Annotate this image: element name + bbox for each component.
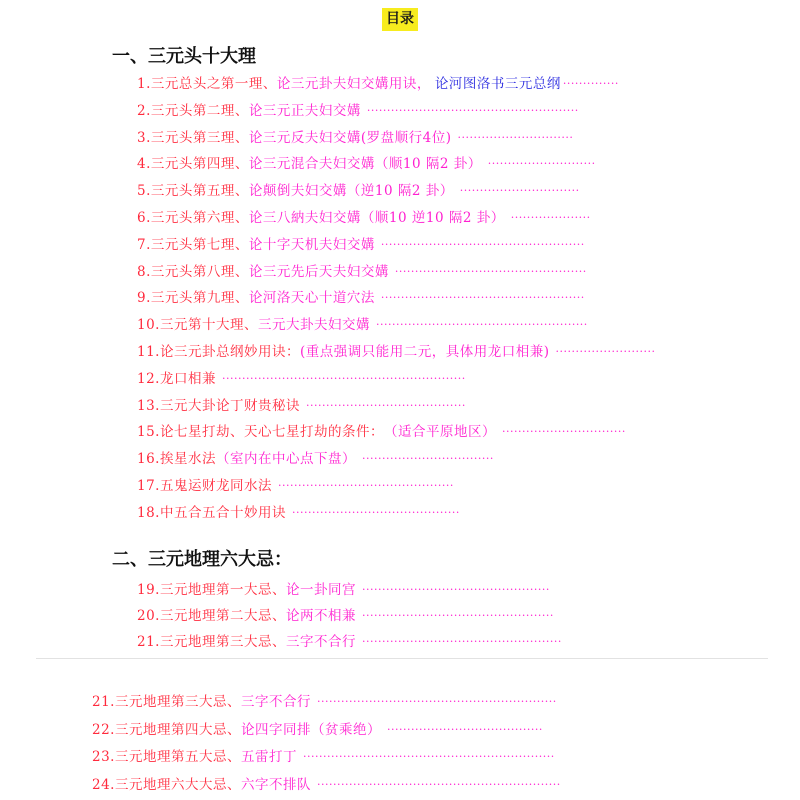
toc-entry-dots: ·················································· — [361, 635, 562, 648]
section-heading-2: 二、三元地理六大忌： — [112, 549, 292, 570]
toc-entry-num: 17. — [137, 478, 160, 494]
toc-entry-body: 论三八納夫妇交媾（顺10 逆10 隔2 卦） — [248, 210, 505, 226]
toc-entry-head: 五鬼运财龙同水法 — [159, 478, 272, 494]
toc-entry-num: 10. — [137, 317, 160, 334]
toc-entry-num: 9. — [137, 290, 151, 307]
toc-entry-dots: ······································· — [386, 722, 543, 736]
toc-entry-body: （适合平原地区） — [383, 424, 496, 441]
toc-entry[interactable] — [137, 154, 596, 174]
toc-entry-dots: ··························· — [487, 157, 596, 171]
toc-entry-num: 21. — [92, 694, 115, 710]
toc-entry-head: 三元头第六理、 — [150, 210, 249, 226]
toc-entry-num: 20. — [137, 608, 160, 624]
toc-entry-dots: ············································ — [277, 479, 454, 492]
toc-entry-dots: ···················· — [510, 211, 591, 224]
toc-entry[interactable] — [137, 476, 454, 496]
toc-entry-head: 论三元卦总纲妙用诀： — [159, 344, 300, 360]
toc-entry-body: 论十字天机夫妇交媾 — [248, 236, 375, 253]
toc-entry-dots: ··················································· — [380, 237, 585, 251]
toc-entry-head: 论七星打劫、天心七星打劫的条件： — [159, 424, 384, 441]
toc-entry-head: 三元地理第五大忌、 — [114, 749, 241, 765]
toc-entry-body: 论颠倒夫妇交媾（逆10 隔2 卦） — [248, 183, 454, 200]
toc-entry[interactable] — [137, 369, 466, 389]
toc-entry[interactable] — [137, 262, 587, 282]
toc-entry-head: 三元第十大理、 — [159, 317, 258, 334]
toc-entry-head: 三元地理第二大忌、 — [159, 608, 286, 624]
toc-entry-body: 论三元卦夫妇交媾用诀， — [276, 76, 431, 92]
toc-entry-body: （室内在中心点下盘） — [215, 451, 356, 468]
toc-entry[interactable] — [137, 606, 554, 626]
toc-entry-num: 16. — [137, 451, 160, 468]
toc-entry-num: 24. — [92, 776, 115, 793]
toc-entry[interactable] — [137, 128, 573, 148]
toc-entry-body: 论河洛天心十道穴法 — [248, 290, 375, 307]
toc-entry[interactable] — [92, 720, 543, 740]
toc-entry[interactable] — [137, 580, 550, 600]
toc-entry[interactable] — [137, 396, 466, 416]
toc-entry-body: 六字不排队 — [240, 776, 311, 793]
toc-entry-head: 三元地理第四大忌、 — [114, 721, 241, 738]
toc-entry-head: 三元总头之第一理、 — [150, 76, 277, 92]
toc-entry-num: 8. — [137, 263, 151, 280]
toc-entry-num: 1. — [137, 76, 151, 92]
toc-entry-dots: ·············· — [562, 77, 619, 90]
toc-entry[interactable] — [92, 775, 561, 795]
toc-entry-num: 11. — [137, 344, 160, 360]
toc-entry-body: 论两不相兼 — [285, 608, 356, 624]
toc-entry-dots: ······························································· — [302, 750, 555, 763]
toc-entry-head: 三元地理六大大忌、 — [114, 776, 241, 793]
toc-entry[interactable] — [92, 747, 555, 767]
toc-entry[interactable] — [137, 181, 580, 201]
toc-entry[interactable] — [137, 422, 626, 442]
title-wrap — [0, 8, 800, 31]
toc-entry[interactable] — [137, 208, 591, 228]
toc-entry-num: 12. — [137, 370, 160, 387]
toc-entry-num: 2. — [137, 102, 151, 119]
toc-entry[interactable] — [92, 692, 557, 712]
toc-entry-dots: ························· — [555, 345, 656, 358]
toc-entry-dots: ······························· — [501, 425, 626, 439]
toc-entry[interactable] — [137, 342, 655, 362]
toc-entry-dots: ····················································· — [375, 318, 588, 332]
toc-entry-head: 三元地理第一大忌、 — [159, 582, 286, 598]
toc-entry[interactable] — [137, 288, 585, 308]
toc-entry-num: 4. — [137, 156, 151, 173]
toc-entry-head: 三元地理第三大忌、 — [159, 634, 286, 650]
toc-entry-num: 13. — [137, 397, 160, 414]
toc-entry[interactable] — [137, 235, 585, 255]
toc-entry-head: 三元头第八理、 — [150, 263, 249, 280]
toc-entry[interactable] — [137, 315, 588, 335]
toc-entry-head: 三元头第二理、 — [150, 102, 249, 119]
toc-entry-num: 22. — [92, 721, 115, 738]
toc-entry-head: 三元头第三理、 — [150, 129, 249, 146]
toc-entry-body: 三字不合行 — [240, 694, 311, 710]
toc-entry-dots: ································· — [361, 452, 494, 466]
toc-entry-head: 三元地理第三大忌、 — [114, 694, 241, 710]
toc-entry-dots: ······························ — [459, 184, 580, 198]
toc-entry-num: 15. — [137, 424, 160, 441]
toc-entry-num: 5. — [137, 183, 151, 200]
toc-entry-body: 论三元正夫妇交媾 — [248, 102, 361, 119]
toc-entry-num: 7. — [137, 236, 151, 253]
toc-entry-dots: ················································ — [361, 609, 554, 622]
toc-entry-dots: ·········································· — [291, 505, 460, 519]
toc-entry-body: 三元大卦夫妇交媾 — [257, 317, 370, 334]
toc-entry-dots: ····························· — [457, 130, 574, 144]
toc-entry-dots: ········································ — [305, 398, 466, 412]
page-divider — [36, 658, 768, 659]
toc-entry-dots: ··············································· — [361, 583, 550, 596]
toc-entry[interactable] — [137, 632, 562, 652]
toc-entry-body: 论一卦同宫 — [285, 582, 356, 598]
section-heading-1: 一、三元头十大理 — [112, 46, 256, 67]
toc-entry[interactable] — [137, 101, 579, 121]
toc-entry-num: 3. — [137, 129, 151, 146]
toc-entry-head: 三元头第四理、 — [150, 156, 249, 173]
toc-entry-num: 23. — [92, 749, 115, 765]
toc-entry-extra: 论河图洛书三元总纲 — [434, 76, 561, 92]
toc-entry-head: 三元头第五理、 — [150, 183, 249, 200]
toc-entry-dots: ····················································· — [366, 103, 579, 117]
toc-entry-head: 中五合五合十妙用诀 — [159, 504, 286, 521]
toc-entry-body: 五雷打丁 — [240, 749, 297, 765]
toc-entry-num: 18. — [137, 504, 160, 521]
toc-entry[interactable] — [137, 74, 619, 94]
toc-entry-body: 三字不合行 — [285, 634, 356, 650]
toc-title: 目录 — [382, 8, 418, 31]
toc-entry-head: 三元头第九理、 — [150, 290, 249, 307]
toc-entry[interactable] — [137, 449, 494, 469]
toc-entry-num: 21. — [137, 634, 160, 650]
toc-entry-num: 6. — [137, 210, 151, 226]
toc-entry-head: 三元大卦论丁财贵秘诀 — [159, 397, 300, 414]
toc-entry-dots: ····························································· — [316, 777, 561, 791]
toc-entry-num: 19. — [137, 582, 160, 598]
toc-entry-head: 龙口相兼 — [159, 370, 216, 387]
toc-entry[interactable] — [137, 503, 460, 523]
toc-entry-body: 论三元先后天夫妇交媾 — [248, 263, 389, 280]
toc-entry-body: 论三元混合夫妇交媾（顺10 隔2 卦） — [248, 156, 482, 173]
toc-entry-dots: ····························································· — [221, 371, 466, 385]
toc-entry-dots: ···························································· — [316, 695, 557, 708]
toc-entry-head: 三元头第七理、 — [150, 236, 249, 253]
toc-entry-body: (重点强调只能用二元，具体用龙口相兼) — [299, 344, 550, 360]
toc-entry-body: 论四字同排（贫乘绝） — [240, 721, 381, 738]
toc-entry-dots: ················································ — [394, 264, 587, 278]
toc-entry-body: 论三元反夫妇交媾(罗盘顺行4位) — [248, 129, 452, 146]
toc-entry-dots: ··················································· — [380, 291, 585, 305]
toc-entry-head: 挨星水法 — [159, 451, 216, 468]
